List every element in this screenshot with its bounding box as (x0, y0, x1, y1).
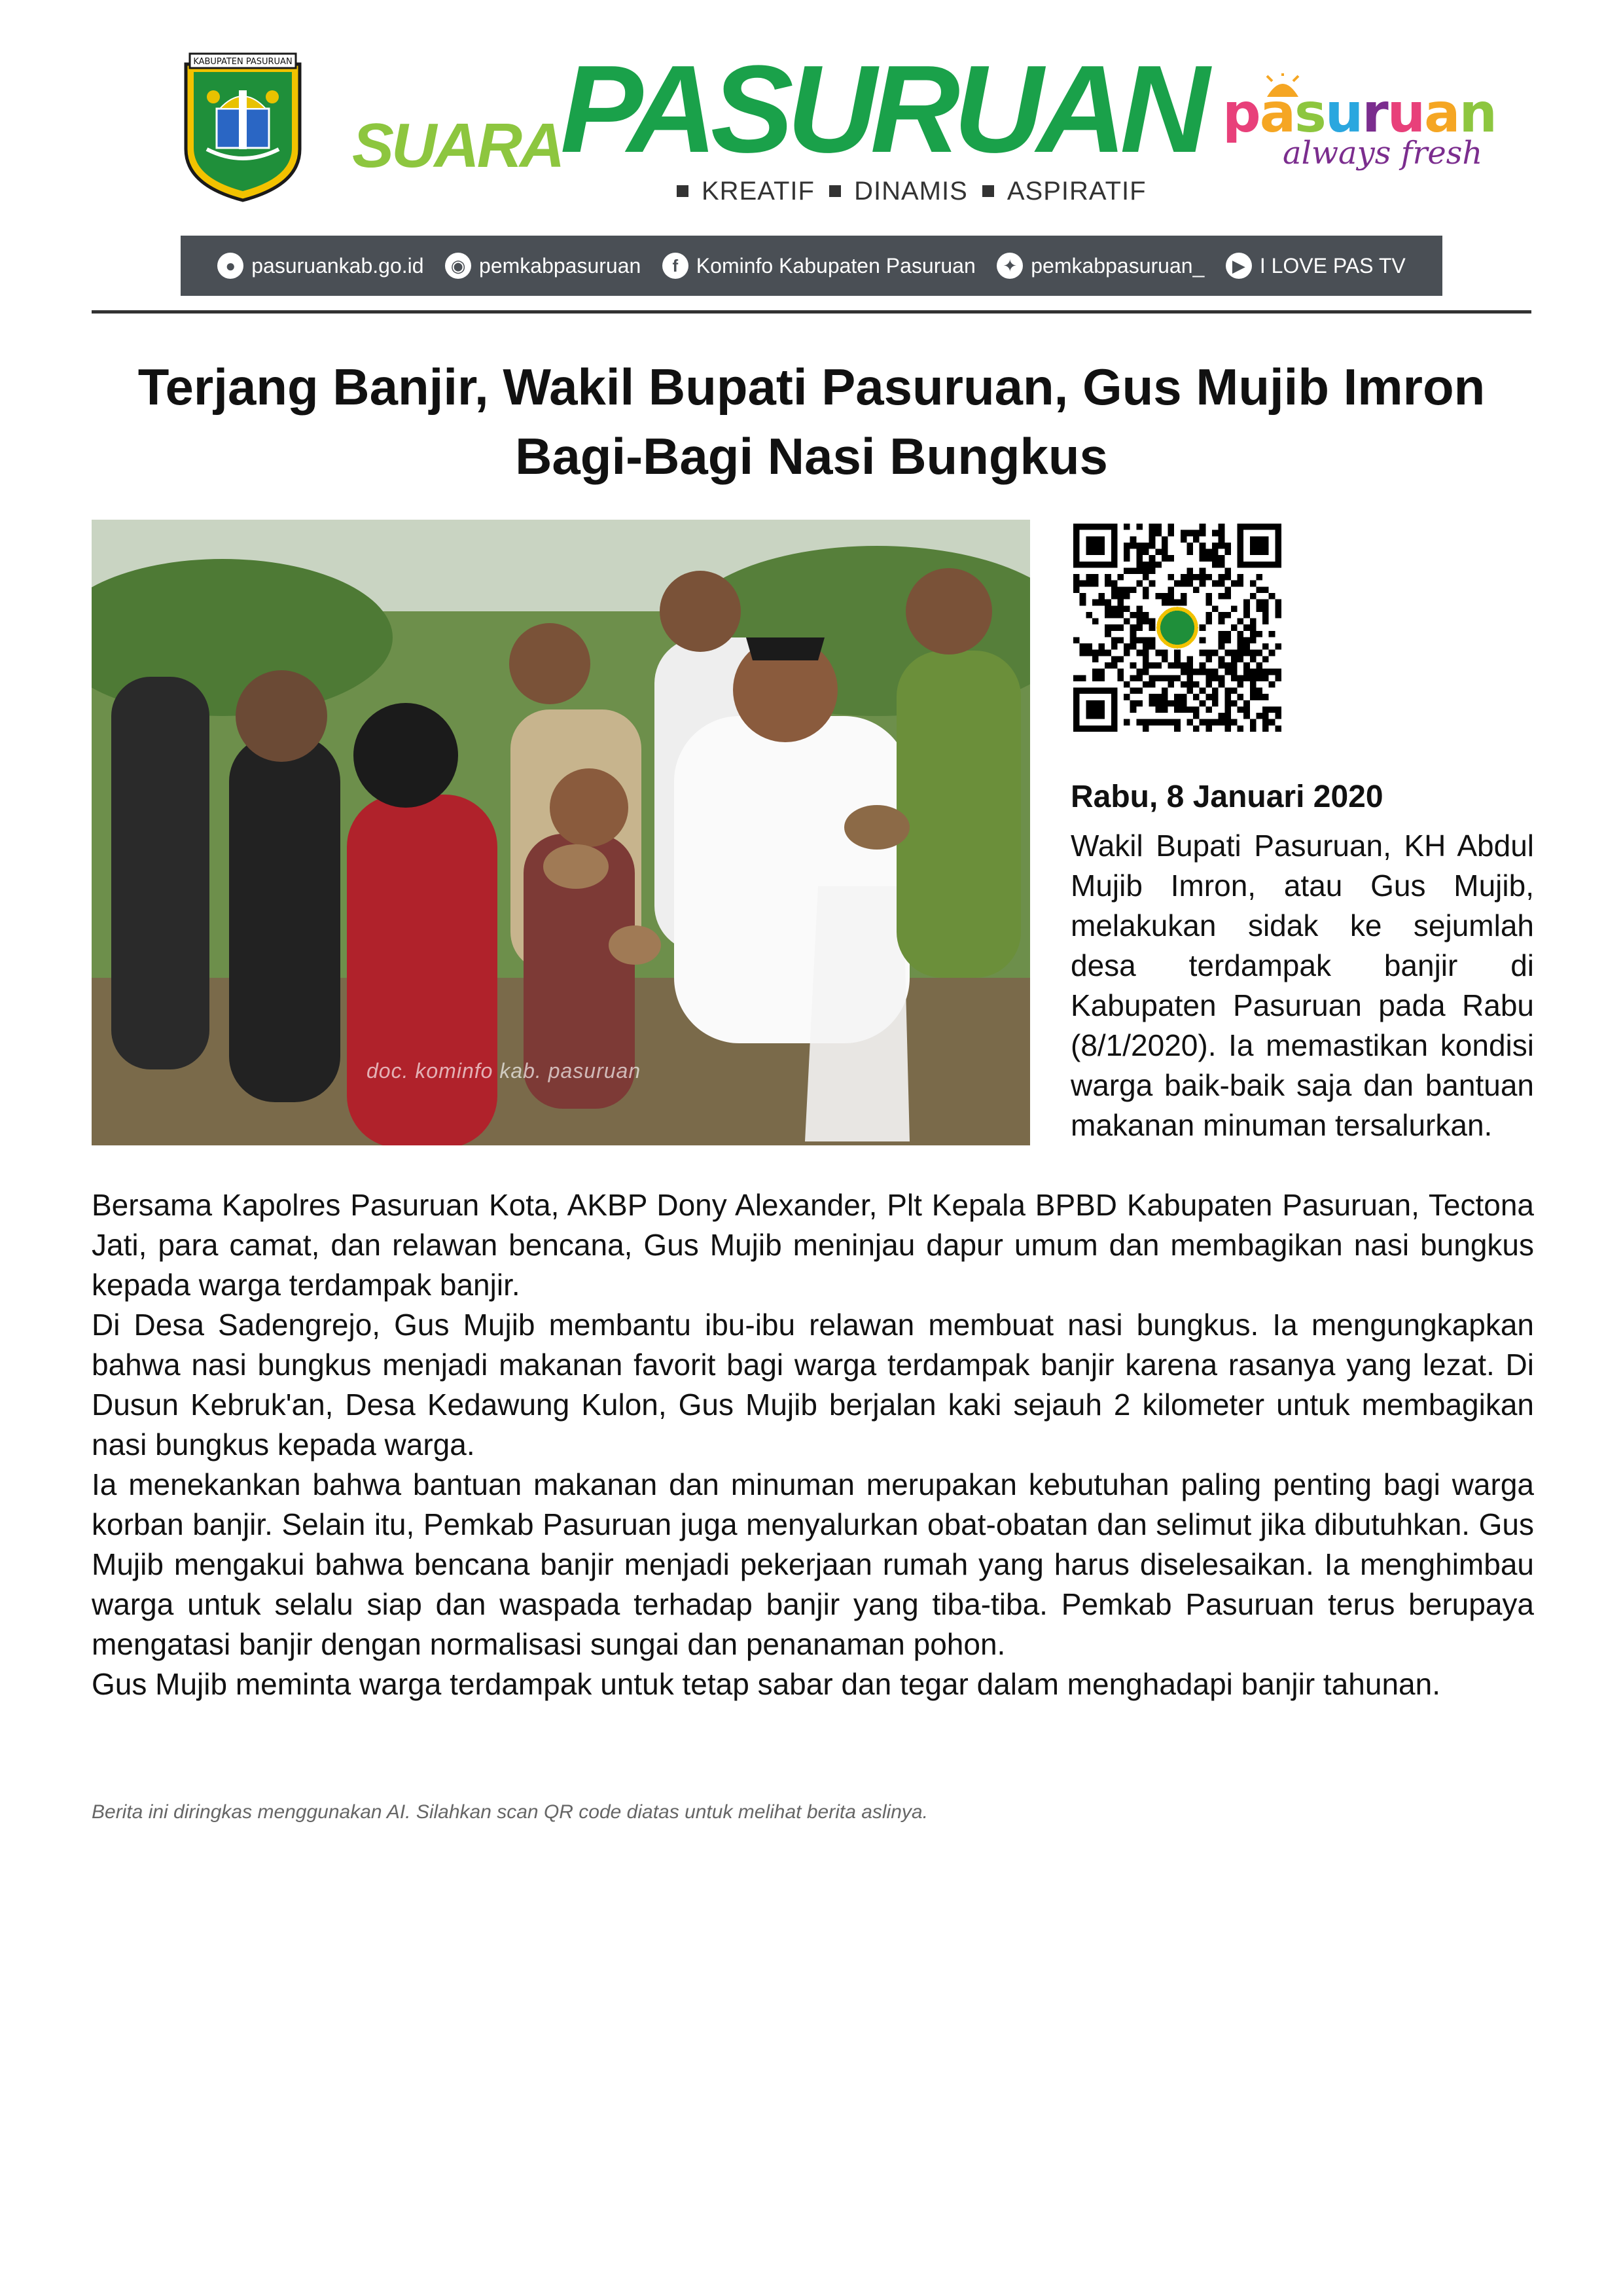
brand-logo-pasuruan: pasuruan (1222, 82, 1496, 145)
facebook-icon: f (662, 253, 688, 279)
photo-credit: doc. kominfo kab. pasuruan (366, 1059, 641, 1083)
masthead-suara: SUARA (352, 111, 563, 181)
masthead-tagline (670, 177, 1147, 206)
article-title: Terjang Banjir, Wakil Bupati Pasuruan, Gus Mujib Imron Bagi-Bagi Nasi Bungkus (137, 358, 1486, 485)
article-paragraph: Ia menekankan bahwa bantuan makanan dan minuman merupakan kebutuhan paling penting bagi warga korban banjir. Selain itu, Pemkab Pasuruan juga menyalurkan obat-obatan dan selimut jika dibutuhkan. Gus Mujib mengakui bahwa bencana banjir menjadi pekerjaan rumah yang harus diselesaikan. Ia menghimbau warga untuk selalu siap dan waspada terhadap banjir yang tiba-tiba. Pemkab Pasuruan terus berupaya mengatasi banjir dengan normalisasi sungai dan penanaman pohon. (92, 1467, 1534, 1661)
article-date: Rabu, 8 Januari 2020 (1071, 780, 1383, 814)
header-divider (92, 310, 1531, 314)
tagline-item: DINAMIS (854, 177, 968, 206)
social-media-bar (181, 236, 1442, 296)
regency-crest-logo (181, 51, 305, 204)
social-link-website[interactable] (217, 253, 423, 279)
instagram-icon: ◉ (445, 253, 471, 279)
youtube-icon: ▶ (1226, 253, 1252, 279)
social-link-instagram[interactable] (445, 253, 641, 279)
social-label: Kominfo Kabupaten Pasuruan (696, 253, 976, 278)
qr-center-logo (1158, 609, 1196, 647)
twitter-icon: ✦ (997, 253, 1023, 279)
social-link-youtube[interactable] (1226, 253, 1406, 279)
social-label: pemkabpasuruan_ (1031, 253, 1205, 278)
ai-summary-footnote: Berita ini diringkas menggunakan AI. Silahkan scan QR code diatas untuk melihat berita aslinya. (92, 1801, 928, 1823)
crest-label: KABUPATEN PASURUAN (193, 57, 293, 67)
globe-icon: ● (217, 253, 243, 279)
social-label: pemkabpasuruan (479, 253, 641, 278)
social-link-facebook[interactable] (662, 253, 976, 279)
article-paragraph: Gus Mujib meminta warga terdampak untuk tetap sabar dan tegar dalam menghadapi banjir tahunan. (92, 1667, 1440, 1701)
article-body (92, 1185, 1534, 1704)
article-paragraph: Bersama Kapolres Pasuruan Kota, AKBP Dony Alexander, Plt Kepala BPBD Kabupaten Pasuruan, Tectona Jati, para camat, dan relawan bencana, Gus Mujib meninjau dapur umum dan membagikan nasi bungkus kepada warga terdampak banjir. (92, 1188, 1534, 1302)
qr-code[interactable] (1073, 524, 1281, 732)
article-photo (92, 520, 1030, 1145)
brand-slogan: always fresh (1283, 135, 1483, 171)
social-label: pasuruankab.go.id (251, 253, 424, 278)
tagline-item: KREATIF (702, 177, 815, 206)
tagline-item: ASPIRATIF (1007, 177, 1147, 206)
social-link-twitter[interactable] (997, 253, 1204, 279)
masthead-pasuruan: PASURUAN (560, 40, 1204, 179)
article-paragraph: Di Desa Sadengrejo, Gus Mujib membantu ibu-ibu relawan membuat nasi bungkus. Ia mengungkapkan bahwa nasi bungkus menjadi makanan favorit bagi warga terdampak banjir karena rasanya yang lezat. Di Dusun Kebruk'an, Desa Kedawung Kulon, Gus Mujib berjalan kaki sejauh 2 kilometer untuk membagikan nasi bungkus kepada warga. (92, 1308, 1534, 1462)
article-lead: Wakil Bupati Pasuruan, KH Abdul Mujib Imron, atau Gus Mujib, melakukan sidak ke sejumlah desa terdampak banjir di Kabupaten Pasuruan pada Rabu (8/1/2020). Ia memastikan kondisi warga baik-baik saja dan bantuan makanan minuman tersalurkan. (1071, 829, 1534, 1142)
social-label: I LOVE PAS TV (1259, 253, 1406, 278)
